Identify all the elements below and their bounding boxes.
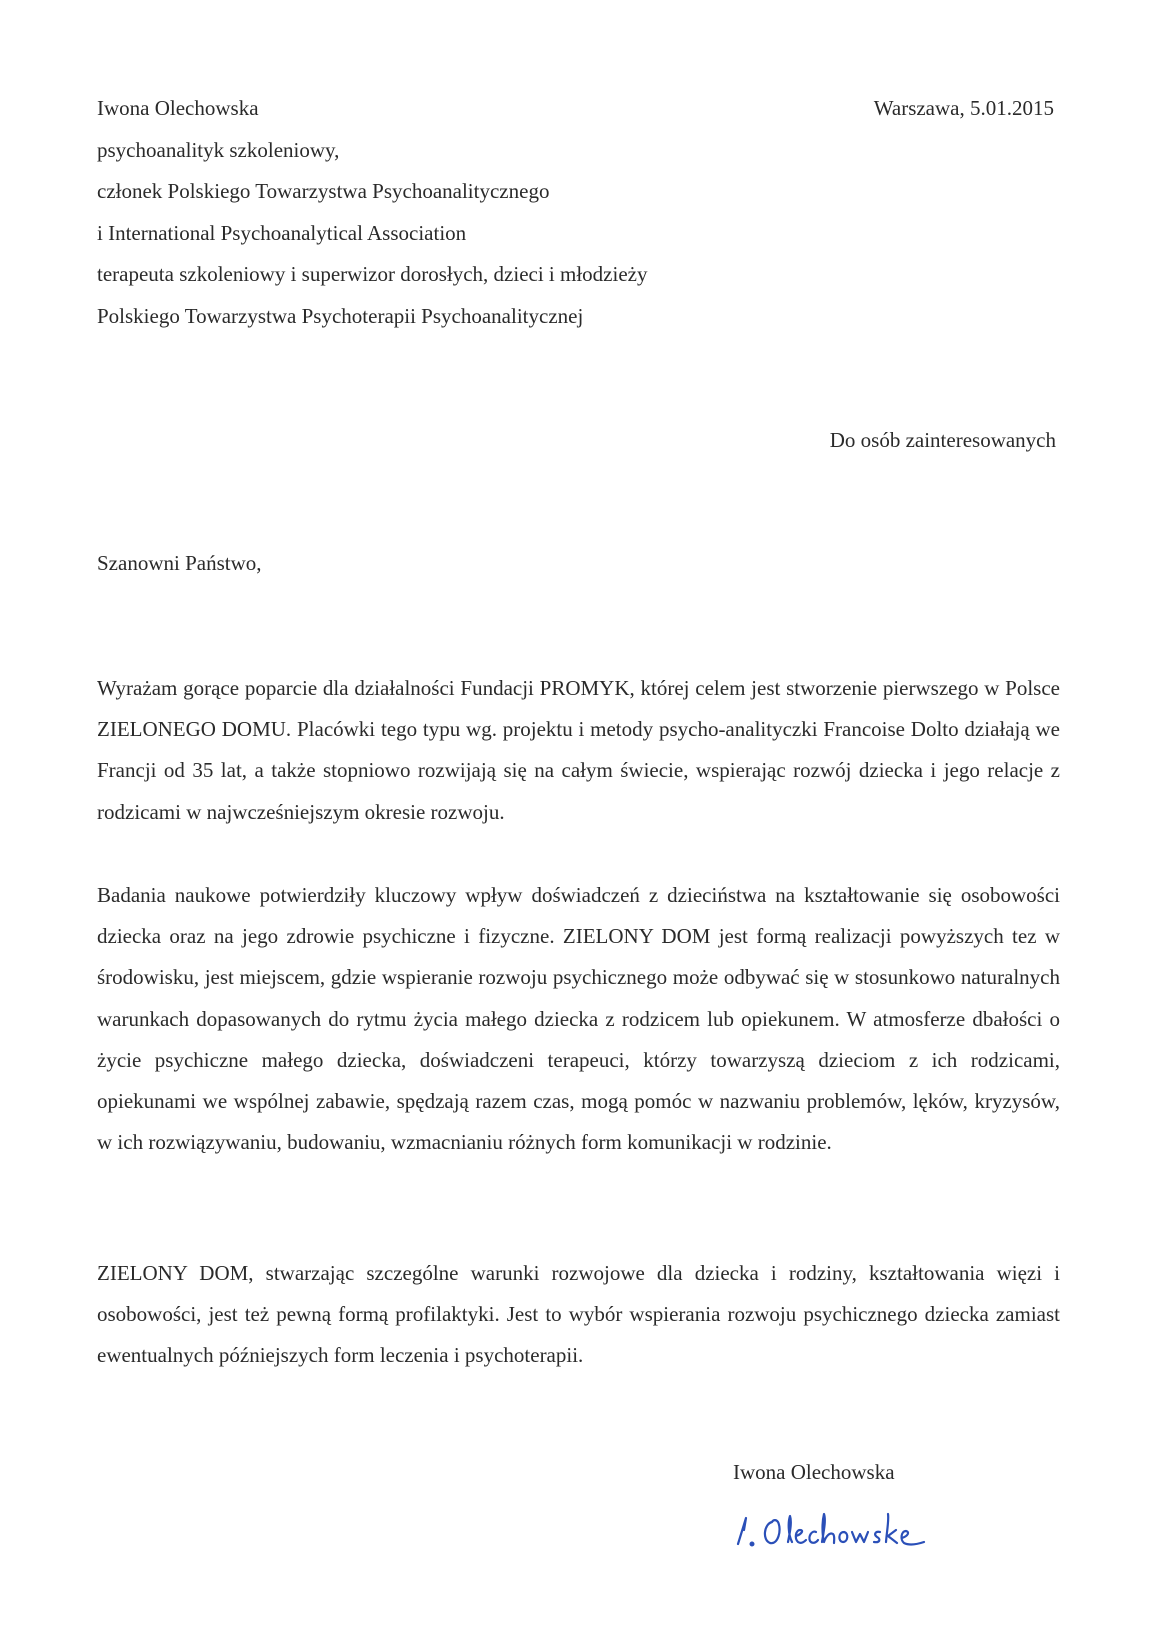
signature-strokes [738,1514,924,1545]
sender-title-line: terapeuta szkoleniowy i superwizor dorosłych, dzieci i młodzieży [97,262,648,287]
sender-title-line: psychoanalityk szkoleniowy, [97,137,340,162]
handwritten-signature [730,1500,930,1560]
sender-block [97,88,777,338]
paragraph-text: ZIELONY DOM, stwarzając szczególne warunki rozwojowe dla dziecka i rodziny, kształtowania więzi i osobowości, jest też pewną formą profilaktyki. Jest to wybór wspierania rozwoju psychicznego dziecka zamiast ewentualnych późniejszych form leczenia i psychoterapii. [97,1261,1060,1368]
recipient-line: Do osób zainteresowanych [829,428,1056,452]
sender-title-line: i International Psychoanalytical Association [97,220,467,245]
sender-name: Iwona Olechowska [97,96,259,120]
letter-date: Warszawa, 5.01.2015 [873,96,1054,120]
signoff-name: Iwona Olechowska [733,1460,895,1484]
body-paragraph-2 [97,875,1060,1163]
salutation: Szanowni Państwo, [97,551,262,575]
sender-title-line: członek Polskiego Towarzystwa Psychoanalitycznego [97,179,550,204]
body-paragraph-3 [97,1253,1060,1377]
sender-title-line: Polskiego Towarzystwa Psychoterapii Psychoanalitycznej [97,303,584,328]
paragraph-text: Wyrażam gorące poparcie dla działalności Fundacji PROMYK, której celem jest stworzenie pierwszego w Polsce ZIELONEGO DOMU. Placówki tego typu wg. projektu i metody psycho-analityczki Francoise Dolto działają we Francji od 35 lat, a także stopniowo rozwijają się na całym świecie, wspierając rozwój dziecka i jego relacje z rodzicami w najwcześniejszym okresie rozwoju. [97,676,1060,824]
paragraph-text: Badania naukowe potwierdziły kluczowy wpływ doświadczeń z dzieciństwa na kształtowanie się osobowości dziecka oraz na jego zdrowie psychiczne i fizyczne. ZIELONY DOM jest formą realizacji powyższych tez w środowisku, jest miejscem, gdzie wspieranie rozwoju psychicznego może odbywać się w stosunkowo naturalnych warunkach dopasowanych do rytmu życia małego dziecka z rodzicem lub opiekunem. W atmosferze dbałości o życie psychiczne małego dziecka, doświadczeni terapeuci, którzy towarzyszą dzieciom z ich rodzicami, opiekunami we wspólnej zabawie, spędzają razem czas, mogą pomóc w nazwaniu problemów, lęków, kryzysów, w ich rozwiązywaniu, budowaniu, wzmacnianiu różnych form komunikacji w rodzinie. [97,883,1060,1155]
body-paragraph-1 [97,668,1060,833]
